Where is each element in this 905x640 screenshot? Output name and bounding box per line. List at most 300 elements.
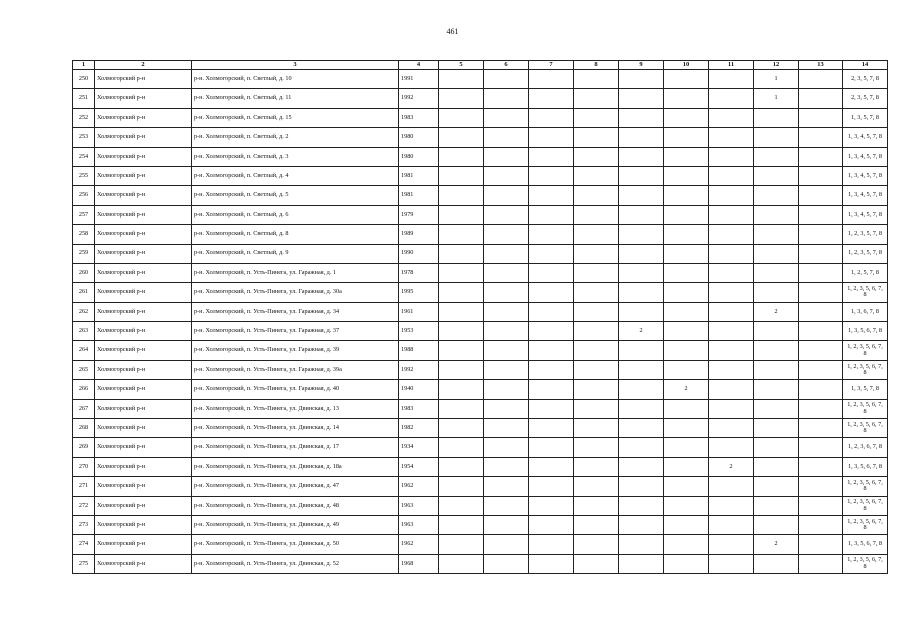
- table-cell-col-10: [664, 360, 709, 379]
- column-header-10: 10: [664, 61, 709, 70]
- page-number: 461: [446, 27, 459, 36]
- table-cell-col-3: р-н. Холмогорский, п. Усть-Пинега, ул. Двинская, д. 47: [192, 477, 399, 496]
- table-cell-col-14: 1, 3, 4, 5, 7, 8: [843, 147, 888, 166]
- table-cell-col-3: р-н. Холмогорский, п. Светлый, д. 4: [192, 166, 399, 185]
- table-row: [73, 438, 888, 457]
- table-cell-col-9: [619, 108, 664, 127]
- table-cell-col-1: 270: [73, 457, 95, 476]
- table-cell-col-4: 1980: [399, 128, 439, 147]
- table-row: [73, 419, 888, 438]
- table-cell-col-10: [664, 399, 709, 418]
- table-cell-col-7: [529, 263, 574, 282]
- table-cell-col-7: [529, 438, 574, 457]
- table-cell-col-4: 1988: [399, 341, 439, 360]
- table-cell-col-14: 1, 2, 3, 5, 6, 7, 8: [843, 515, 888, 534]
- table-cell-col-5: [439, 438, 484, 457]
- table-cell-col-6: [484, 225, 529, 244]
- table-cell-col-1: 254: [73, 147, 95, 166]
- table-cell-col-7: [529, 535, 574, 554]
- table-cell-col-14: 1, 2, 3, 5, 6, 7, 8: [843, 283, 888, 302]
- table-header: [73, 61, 888, 70]
- table-cell-col-6: [484, 554, 529, 573]
- table-cell-col-5: [439, 360, 484, 379]
- table-cell-col-2: Холмогорский р-н: [95, 263, 192, 282]
- table-cell-col-7: [529, 399, 574, 418]
- table-cell-col-9: [619, 477, 664, 496]
- table-cell-col-4: 1963: [399, 515, 439, 534]
- table-cell-col-8: [574, 457, 619, 476]
- table-cell-col-2: Холмогорский р-н: [95, 186, 192, 205]
- column-header-6: 6: [484, 61, 529, 70]
- table-cell-col-10: [664, 205, 709, 224]
- table-cell-col-14: 1, 3, 5, 6, 7, 8: [843, 535, 888, 554]
- table-cell-col-2: Холмогорский р-н: [95, 399, 192, 418]
- table-cell-col-10: [664, 147, 709, 166]
- table-cell-col-3: р-н. Холмогорский, п. Светлый, д. 5: [192, 186, 399, 205]
- table-cell-col-5: [439, 108, 484, 127]
- table-cell-col-14: 1, 3, 4, 5, 7, 8: [843, 166, 888, 185]
- table-row: [73, 128, 888, 147]
- table-cell-col-9: [619, 380, 664, 399]
- table-cell-col-4: 1989: [399, 225, 439, 244]
- table-cell-col-14: 1, 2, 3, 5, 7, 8: [843, 225, 888, 244]
- table-cell-col-14: 1, 2, 3, 5, 6, 7, 8: [843, 496, 888, 515]
- table-cell-col-3: р-н. Холмогорский, п. Усть-Пинега, ул. Гаражная, д. 30а: [192, 283, 399, 302]
- table-cell-col-1: 269: [73, 438, 95, 457]
- table-row: [73, 477, 888, 496]
- table-row: [73, 380, 888, 399]
- table-cell-col-1: 256: [73, 186, 95, 205]
- table-cell-col-5: [439, 147, 484, 166]
- table-cell-col-13: [799, 225, 843, 244]
- table-cell-col-11: [709, 283, 754, 302]
- table-cell-col-5: [439, 263, 484, 282]
- table-cell-col-3: р-н. Холмогорский, п. Светлый, д. 6: [192, 205, 399, 224]
- table-cell-col-3: р-н. Холмогорский, п. Усть-Пинега, ул. Двинская, д. 18а: [192, 457, 399, 476]
- table-cell-col-9: [619, 89, 664, 108]
- table-cell-col-12: [754, 166, 799, 185]
- table-cell-col-7: [529, 477, 574, 496]
- table-cell-col-12: [754, 438, 799, 457]
- table-cell-col-12: [754, 225, 799, 244]
- table-cell-col-9: 2: [619, 322, 664, 341]
- table-cell-col-4: 1983: [399, 399, 439, 418]
- table-cell-col-2: Холмогорский р-н: [95, 147, 192, 166]
- column-header-3: 3: [192, 61, 399, 70]
- table-cell-col-4: 1981: [399, 186, 439, 205]
- table-cell-col-5: [439, 535, 484, 554]
- table-cell-col-5: [439, 89, 484, 108]
- table-cell-col-7: [529, 360, 574, 379]
- table-cell-col-3: р-н. Холмогорский, п. Усть-Пинега, ул. Двинская, д. 48: [192, 496, 399, 515]
- table-cell-col-7: [529, 457, 574, 476]
- table-cell-col-5: [439, 205, 484, 224]
- table-row: [73, 457, 888, 476]
- table-cell-col-11: [709, 108, 754, 127]
- table-cell-col-6: [484, 322, 529, 341]
- table-cell-col-11: [709, 322, 754, 341]
- table-cell-col-13: [799, 496, 843, 515]
- table-cell-col-7: [529, 225, 574, 244]
- table-cell-col-7: [529, 70, 574, 89]
- table-cell-col-12: [754, 108, 799, 127]
- table-row: [73, 341, 888, 360]
- table-cell-col-11: [709, 477, 754, 496]
- table-cell-col-13: [799, 128, 843, 147]
- table-cell-col-14: 1, 2, 3, 5, 6, 7, 8: [843, 399, 888, 418]
- table-cell-col-8: [574, 128, 619, 147]
- table-cell-col-6: [484, 186, 529, 205]
- table-cell-col-3: р-н. Холмогорский, п. Усть-Пинега, ул. Двинская, д. 14: [192, 419, 399, 438]
- table-cell-col-14: 1, 2, 3, 5, 6, 7, 8: [843, 554, 888, 573]
- table-cell-col-2: Холмогорский р-н: [95, 89, 192, 108]
- table-cell-col-4: 1961: [399, 302, 439, 321]
- table-cell-col-6: [484, 477, 529, 496]
- table-cell-col-11: [709, 147, 754, 166]
- table-cell-col-10: [664, 535, 709, 554]
- table-cell-col-12: 1: [754, 89, 799, 108]
- table-cell-col-6: [484, 496, 529, 515]
- table-cell-col-11: [709, 360, 754, 379]
- table-cell-col-13: [799, 438, 843, 457]
- table-row: [73, 515, 888, 534]
- table-cell-col-10: [664, 322, 709, 341]
- table-cell-col-9: [619, 70, 664, 89]
- table-cell-col-10: [664, 496, 709, 515]
- table-row: [73, 263, 888, 282]
- table-cell-col-4: 1963: [399, 496, 439, 515]
- table-cell-col-5: [439, 322, 484, 341]
- table-cell-col-2: Холмогорский р-н: [95, 302, 192, 321]
- table-cell-col-1: 266: [73, 380, 95, 399]
- table-cell-col-2: Холмогорский р-н: [95, 515, 192, 534]
- table-cell-col-12: [754, 457, 799, 476]
- table-cell-col-1: 275: [73, 554, 95, 573]
- table-cell-col-3: р-н. Холмогорский, п. Светлый, д. 11: [192, 89, 399, 108]
- table-cell-col-1: 273: [73, 515, 95, 534]
- table-cell-col-12: [754, 496, 799, 515]
- table-cell-col-8: [574, 89, 619, 108]
- table-cell-col-6: [484, 89, 529, 108]
- table-cell-col-6: [484, 263, 529, 282]
- table-cell-col-14: 2, 3, 5, 7, 8: [843, 89, 888, 108]
- table-cell-col-9: [619, 341, 664, 360]
- table-cell-col-1: 263: [73, 322, 95, 341]
- table-cell-col-1: 262: [73, 302, 95, 321]
- table-cell-col-4: 1962: [399, 477, 439, 496]
- table-cell-col-8: [574, 225, 619, 244]
- table-cell-col-4: 1995: [399, 283, 439, 302]
- table-cell-col-2: Холмогорский р-н: [95, 225, 192, 244]
- table-cell-col-10: [664, 263, 709, 282]
- table-cell-col-11: [709, 244, 754, 263]
- column-header-12: 12: [754, 61, 799, 70]
- table-cell-col-6: [484, 147, 529, 166]
- table-cell-col-3: р-н. Холмогорский, п. Усть-Пинега, ул. Двинская, д. 52: [192, 554, 399, 573]
- table-cell-col-12: [754, 477, 799, 496]
- table-cell-col-10: [664, 225, 709, 244]
- table-cell-col-14: 1, 3, 5, 7, 8: [843, 380, 888, 399]
- column-header-7: 7: [529, 61, 574, 70]
- table-cell-col-10: [664, 186, 709, 205]
- table-cell-col-10: [664, 70, 709, 89]
- table-cell-col-3: р-н. Холмогорский, п. Усть-Пинега, ул. Двинская, д. 49: [192, 515, 399, 534]
- table-cell-col-5: [439, 128, 484, 147]
- table-cell-col-8: [574, 399, 619, 418]
- table-cell-col-3: р-н. Холмогорский, п. Усть-Пинега, ул. Гаражная, д. 39: [192, 341, 399, 360]
- table-cell-col-4: 1934: [399, 438, 439, 457]
- table-cell-col-4: 1979: [399, 205, 439, 224]
- table-cell-col-4: 1981: [399, 166, 439, 185]
- table-cell-col-3: р-н. Холмогорский, п. Усть-Пинега, ул. Двинская, д. 13: [192, 399, 399, 418]
- table-cell-col-7: [529, 419, 574, 438]
- table-cell-col-2: Холмогорский р-н: [95, 496, 192, 515]
- table-cell-col-13: [799, 283, 843, 302]
- table-cell-col-11: [709, 380, 754, 399]
- table-cell-col-2: Холмогорский р-н: [95, 419, 192, 438]
- table-cell-col-4: 1990: [399, 244, 439, 263]
- column-header-2: 2: [95, 61, 192, 70]
- table-row: [73, 89, 888, 108]
- table-cell-col-12: [754, 380, 799, 399]
- table-cell-col-1: 259: [73, 244, 95, 263]
- table-cell-col-12: [754, 128, 799, 147]
- table-cell-col-6: [484, 399, 529, 418]
- table-cell-col-3: р-н. Холмогорский, п. Усть-Пинега, ул. Двинская, д. 17: [192, 438, 399, 457]
- table-cell-col-9: [619, 554, 664, 573]
- table-cell-col-14: 1, 2, 3, 5, 6, 7, 8: [843, 419, 888, 438]
- table-cell-col-11: [709, 496, 754, 515]
- table-cell-col-7: [529, 496, 574, 515]
- table-cell-col-6: [484, 535, 529, 554]
- table-cell-col-8: [574, 380, 619, 399]
- table-cell-col-11: [709, 70, 754, 89]
- table-cell-col-8: [574, 477, 619, 496]
- table-cell-col-8: [574, 341, 619, 360]
- table-cell-col-2: Холмогорский р-н: [95, 360, 192, 379]
- table-cell-col-11: [709, 186, 754, 205]
- table-cell-col-11: [709, 535, 754, 554]
- table-cell-col-10: [664, 341, 709, 360]
- table-cell-col-10: 2: [664, 380, 709, 399]
- table-cell-col-11: [709, 205, 754, 224]
- table-cell-col-6: [484, 380, 529, 399]
- table-cell-col-11: [709, 399, 754, 418]
- table-cell-col-13: [799, 360, 843, 379]
- table-cell-col-9: [619, 399, 664, 418]
- table-cell-col-12: 2: [754, 535, 799, 554]
- table-cell-col-12: [754, 186, 799, 205]
- table-cell-col-11: [709, 225, 754, 244]
- table-cell-col-4: 1953: [399, 322, 439, 341]
- table-cell-col-6: [484, 108, 529, 127]
- table-cell-col-1: 255: [73, 166, 95, 185]
- table-cell-col-12: [754, 360, 799, 379]
- table-cell-col-14: 1, 2, 3, 5, 6, 7, 8: [843, 477, 888, 496]
- table-cell-col-6: [484, 302, 529, 321]
- table-row: [73, 205, 888, 224]
- table-cell-col-5: [439, 419, 484, 438]
- table-cell-col-13: [799, 419, 843, 438]
- table-cell-col-11: 2: [709, 457, 754, 476]
- table-cell-col-13: [799, 205, 843, 224]
- table-cell-col-4: 1983: [399, 108, 439, 127]
- table-cell-col-8: [574, 322, 619, 341]
- table-cell-col-2: Холмогорский р-н: [95, 244, 192, 263]
- table-cell-col-8: [574, 244, 619, 263]
- table-cell-col-10: [664, 89, 709, 108]
- table-cell-col-1: 265: [73, 360, 95, 379]
- table-cell-col-2: Холмогорский р-н: [95, 205, 192, 224]
- table-row: [73, 360, 888, 379]
- table-cell-col-9: [619, 186, 664, 205]
- table-cell-col-2: Холмогорский р-н: [95, 108, 192, 127]
- table-cell-col-3: р-н. Холмогорский, п. Усть-Пинега, ул. Гаражная, д. 37: [192, 322, 399, 341]
- table-cell-col-12: 2: [754, 302, 799, 321]
- table-cell-col-4: 1991: [399, 70, 439, 89]
- table-cell-col-13: [799, 457, 843, 476]
- table-cell-col-2: Холмогорский р-н: [95, 438, 192, 457]
- table-row: [73, 186, 888, 205]
- table-cell-col-1: 257: [73, 205, 95, 224]
- table-cell-col-5: [439, 166, 484, 185]
- table-cell-col-1: 250: [73, 70, 95, 89]
- table-cell-col-8: [574, 283, 619, 302]
- column-header-11: 11: [709, 61, 754, 70]
- table-cell-col-9: [619, 535, 664, 554]
- table-cell-col-8: [574, 205, 619, 224]
- table-cell-col-13: [799, 263, 843, 282]
- table-cell-col-2: Холмогорский р-н: [95, 283, 192, 302]
- table-cell-col-3: р-н. Холмогорский, п. Светлый, д. 2: [192, 128, 399, 147]
- table-cell-col-1: 253: [73, 128, 95, 147]
- table-cell-col-9: [619, 496, 664, 515]
- table-cell-col-6: [484, 457, 529, 476]
- table-cell-col-11: [709, 166, 754, 185]
- table-cell-col-1: 251: [73, 89, 95, 108]
- table-cell-col-12: 1: [754, 70, 799, 89]
- table-cell-col-13: [799, 70, 843, 89]
- table-cell-col-13: [799, 147, 843, 166]
- table-cell-col-9: [619, 515, 664, 534]
- table-cell-col-13: [799, 186, 843, 205]
- table-cell-col-7: [529, 554, 574, 573]
- table-cell-col-7: [529, 108, 574, 127]
- table-cell-col-11: [709, 515, 754, 534]
- table-cell-col-5: [439, 244, 484, 263]
- table-cell-col-12: [754, 515, 799, 534]
- table-cell-col-10: [664, 554, 709, 573]
- table-cell-col-8: [574, 554, 619, 573]
- table-cell-col-9: [619, 457, 664, 476]
- table-cell-col-11: [709, 89, 754, 108]
- table-cell-col-10: [664, 302, 709, 321]
- table-cell-col-2: Холмогорский р-н: [95, 322, 192, 341]
- table-cell-col-11: [709, 302, 754, 321]
- table-row: [73, 283, 888, 302]
- table-cell-col-5: [439, 186, 484, 205]
- table-cell-col-4: 1978: [399, 263, 439, 282]
- column-header-8: 8: [574, 61, 619, 70]
- table-cell-col-6: [484, 166, 529, 185]
- table-cell-col-14: 1, 2, 3, 5, 6, 7, 8: [843, 341, 888, 360]
- table-cell-col-12: [754, 205, 799, 224]
- table-cell-col-6: [484, 244, 529, 263]
- table-cell-col-8: [574, 515, 619, 534]
- table-cell-col-13: [799, 89, 843, 108]
- table-cell-col-7: [529, 302, 574, 321]
- column-header-9: 9: [619, 61, 664, 70]
- table-cell-col-14: 1, 2, 3, 5, 6, 7, 8: [843, 360, 888, 379]
- table-cell-col-9: [619, 263, 664, 282]
- table-cell-col-11: [709, 419, 754, 438]
- table-cell-col-14: 1, 2, 3, 6, 7, 8: [843, 438, 888, 457]
- table-cell-col-5: [439, 457, 484, 476]
- table-cell-col-4: 1980: [399, 147, 439, 166]
- table-cell-col-12: [754, 147, 799, 166]
- table-cell-col-13: [799, 341, 843, 360]
- table-cell-col-5: [439, 477, 484, 496]
- table-cell-col-4: 1982: [399, 419, 439, 438]
- table-cell-col-10: [664, 108, 709, 127]
- table-cell-col-4: 1968: [399, 554, 439, 573]
- column-header-5: 5: [439, 61, 484, 70]
- table-cell-col-5: [439, 515, 484, 534]
- table-cell-col-1: 268: [73, 419, 95, 438]
- table-cell-col-7: [529, 89, 574, 108]
- table-cell-col-14: 1, 3, 5, 7, 8: [843, 108, 888, 127]
- table-cell-col-5: [439, 225, 484, 244]
- table-cell-col-8: [574, 496, 619, 515]
- table-cell-col-12: [754, 554, 799, 573]
- table-row: [73, 554, 888, 573]
- table-cell-col-3: р-н. Холмогорский, п. Светлый, д. 15: [192, 108, 399, 127]
- table-cell-col-14: 1, 3, 4, 5, 7, 8: [843, 186, 888, 205]
- table-cell-col-9: [619, 283, 664, 302]
- table-cell-col-6: [484, 360, 529, 379]
- table-cell-col-10: [664, 438, 709, 457]
- table-cell-col-7: [529, 147, 574, 166]
- table-cell-col-11: [709, 263, 754, 282]
- table-row: [73, 225, 888, 244]
- table-row: [73, 399, 888, 418]
- table-cell-col-2: Холмогорский р-н: [95, 457, 192, 476]
- table-cell-col-7: [529, 186, 574, 205]
- column-header-4: 4: [399, 61, 439, 70]
- table-cell-col-9: [619, 147, 664, 166]
- table-cell-col-9: [619, 166, 664, 185]
- table-cell-col-12: [754, 263, 799, 282]
- table-cell-col-1: 272: [73, 496, 95, 515]
- table-cell-col-7: [529, 341, 574, 360]
- table-cell-col-9: [619, 438, 664, 457]
- table-cell-col-2: Холмогорский р-н: [95, 477, 192, 496]
- table-row: [73, 322, 888, 341]
- table-row: [73, 108, 888, 127]
- table-row: [73, 70, 888, 89]
- table-cell-col-3: р-н. Холмогорский, п. Усть-Пинега, ул. Гаражная, д. 1: [192, 263, 399, 282]
- table-cell-col-3: р-н. Холмогорский, п. Светлый, д. 9: [192, 244, 399, 263]
- table-cell-col-5: [439, 283, 484, 302]
- table-cell-col-6: [484, 341, 529, 360]
- table-cell-col-3: р-н. Холмогорский, п. Усть-Пинега, ул. Двинская, д. 50: [192, 535, 399, 554]
- table-cell-col-4: 1954: [399, 457, 439, 476]
- table-cell-col-9: [619, 244, 664, 263]
- table-cell-col-6: [484, 283, 529, 302]
- table-cell-col-13: [799, 380, 843, 399]
- table-cell-col-11: [709, 554, 754, 573]
- table-cell-col-6: [484, 128, 529, 147]
